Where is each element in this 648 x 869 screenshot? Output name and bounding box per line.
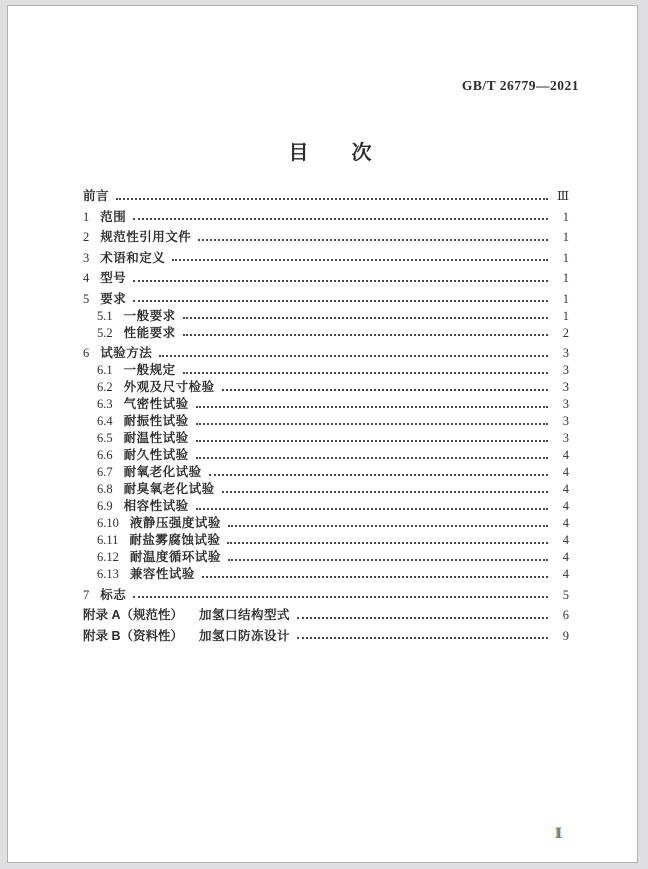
toc-entry-number: 5.1 [97,308,113,323]
toc-entry-label: 型号 [100,271,127,286]
toc-entry-number: 6.3 [97,397,113,412]
dotted-leader [228,525,548,527]
toc-entry-label: 耐久性试验 [123,448,189,463]
toc-entry [83,245,569,266]
toc-entry-label: 加氢口结构型式 [199,608,291,623]
dotted-leader [297,637,548,639]
toc-entry-label: 要求 [100,291,127,306]
toc-entry-label: 相容性试验 [123,499,189,514]
toc-entry-label: 耐盐雾腐蚀试验 [129,533,221,548]
toc-entry-label: 兼容性试验 [129,567,195,582]
toc-entry-label: 试验方法 [100,346,153,361]
toc-entry [83,361,569,378]
dotted-leader [196,457,548,459]
toc-entry-label: 加氢口防冻设计 [199,628,291,643]
toc-entry-number: 6.7 [97,465,113,480]
dotted-leader [196,406,548,408]
toc-entry [83,323,569,340]
toc-entry-page: 4 [562,465,569,480]
toc-entry-label: 耐臭氧老化试验 [123,482,215,497]
page-number: Ⅰ [555,827,563,842]
toc-entry-label: 一般要求 [123,308,176,323]
toc-entry-page: 3 [562,431,569,446]
toc-entry-page: 4 [562,533,569,548]
dotted-leader [222,491,548,493]
toc-entry-number: 6.5 [97,431,113,446]
toc-entry-label: 性能要求 [123,325,176,340]
toc-entry-page: 3 [562,363,569,378]
dotted-leader [133,300,548,302]
toc-entry-number: 6 [83,346,90,361]
toc-entry-page: 3 [562,397,569,412]
toc-entry-label: 耐振性试验 [123,414,189,429]
toc-entry-page: 1 [562,230,569,245]
toc-entry-label: 耐温性试验 [123,431,189,446]
toc-entry-number: 6.4 [97,414,113,429]
toc-entry [83,224,569,245]
toc-entry [83,183,569,204]
toc-entry-number: 1 [83,209,90,224]
dotted-leader [227,542,548,544]
toc-entry [83,565,569,582]
toc-entry-number: 6.12 [97,550,119,565]
toc-entry [83,395,569,412]
toc-entry [83,497,569,514]
toc-entry-label: 耐氧老化试验 [123,465,202,480]
toc-entry-page: 1 [562,291,569,306]
toc-entry-number: 6.8 [97,482,113,497]
toc-entry [83,429,569,446]
dotted-leader [133,218,548,220]
dotted-leader [183,334,548,336]
toc-entry-number: 附录 B（资料性） [83,628,184,643]
toc-entry [83,306,569,323]
dotted-leader [222,389,548,391]
toc-entry [83,531,569,548]
toc-entry-number: 6.9 [97,499,113,514]
toc-entry [83,378,569,395]
toc-entry [83,412,569,429]
toc-entry-number: 4 [83,271,90,286]
toc-entry [83,446,569,463]
toc-entry-label: 范围 [100,209,127,224]
dotted-leader [198,239,548,241]
toc-entry-page: 3 [562,414,569,429]
dotted-leader [183,372,548,374]
toc-entry-label: 术语和定义 [100,250,166,265]
toc-entry [83,623,569,644]
dotted-leader [209,474,548,476]
toc-entry-number: 6.13 [97,567,119,582]
toc-entry-page: 4 [562,499,569,514]
dotted-leader [202,576,548,578]
toc-entry-label: 外观及尺寸检验 [123,380,215,395]
toc-entry-number: 6.6 [97,448,113,463]
toc-entry-number: 6.1 [97,363,113,378]
dotted-leader [159,355,548,357]
toc-entry-number: 3 [83,250,90,265]
toc-entry [83,463,569,480]
document-page [7,5,638,863]
toc-entry [83,514,569,531]
dotted-leader [133,596,548,598]
toc-entry-number: 附录 A（规范性） [83,608,184,623]
toc-entry-page: 1 [562,308,569,323]
dotted-leader [228,559,548,561]
toc-entry-number: 2 [83,230,90,245]
toc-entry-label: 规范性引用文件 [100,230,192,245]
toc-entry-page: 4 [562,567,569,582]
toc-entry-page: 9 [562,628,569,643]
toc-entry-label: 一般规定 [123,363,176,378]
dotted-leader [172,259,548,261]
toc-entry [83,204,569,225]
toc-list [83,183,569,643]
toc-entry-label: 前言 [83,189,110,204]
toc-entry-page: Ⅲ [556,189,569,204]
toc-entry-label: 气密性试验 [123,397,189,412]
toc-entry-page: 3 [562,346,569,361]
toc-entry-page: 3 [562,380,569,395]
toc-entry [83,340,569,361]
dotted-leader [133,280,548,282]
toc-title: 目 次 [288,142,373,164]
toc-entry [83,548,569,565]
toc-entry-page: 1 [562,209,569,224]
toc-entry-page: 1 [562,271,569,286]
toc-entry-page: 1 [562,250,569,265]
dotted-leader [116,198,548,200]
toc-entry [83,480,569,497]
toc-entry-number: 6.11 [97,533,119,548]
dotted-leader [196,508,548,510]
toc-entry-page: 2 [562,325,569,340]
toc-entry-page: 5 [562,587,569,602]
standard-number: GB/T 26779—2021 [461,78,579,93]
toc-entry-page: 4 [562,448,569,463]
toc-entry-number: 6.10 [97,516,119,531]
toc-entry [83,265,569,286]
toc-entry-number: 6.2 [97,380,113,395]
toc-entry-label: 液静压强度试验 [129,516,221,531]
toc-entry-label: 耐温度循环试验 [129,550,221,565]
toc-entry-number: 5.2 [97,325,113,340]
toc-entry-page: 4 [562,482,569,497]
dotted-leader [196,440,548,442]
toc-entry-label: 标志 [100,587,127,602]
toc-entry-number: 7 [83,587,90,602]
dotted-leader [297,617,548,619]
toc-entry [83,286,569,307]
toc-entry-page: 6 [562,608,569,623]
toc-entry-page: 4 [562,550,569,565]
dotted-leader [183,317,548,319]
toc-entry-number: 5 [83,291,90,306]
toc-entry-page: 4 [562,516,569,531]
toc-entry [83,582,569,603]
dotted-leader [196,423,548,425]
toc-entry [83,602,569,623]
